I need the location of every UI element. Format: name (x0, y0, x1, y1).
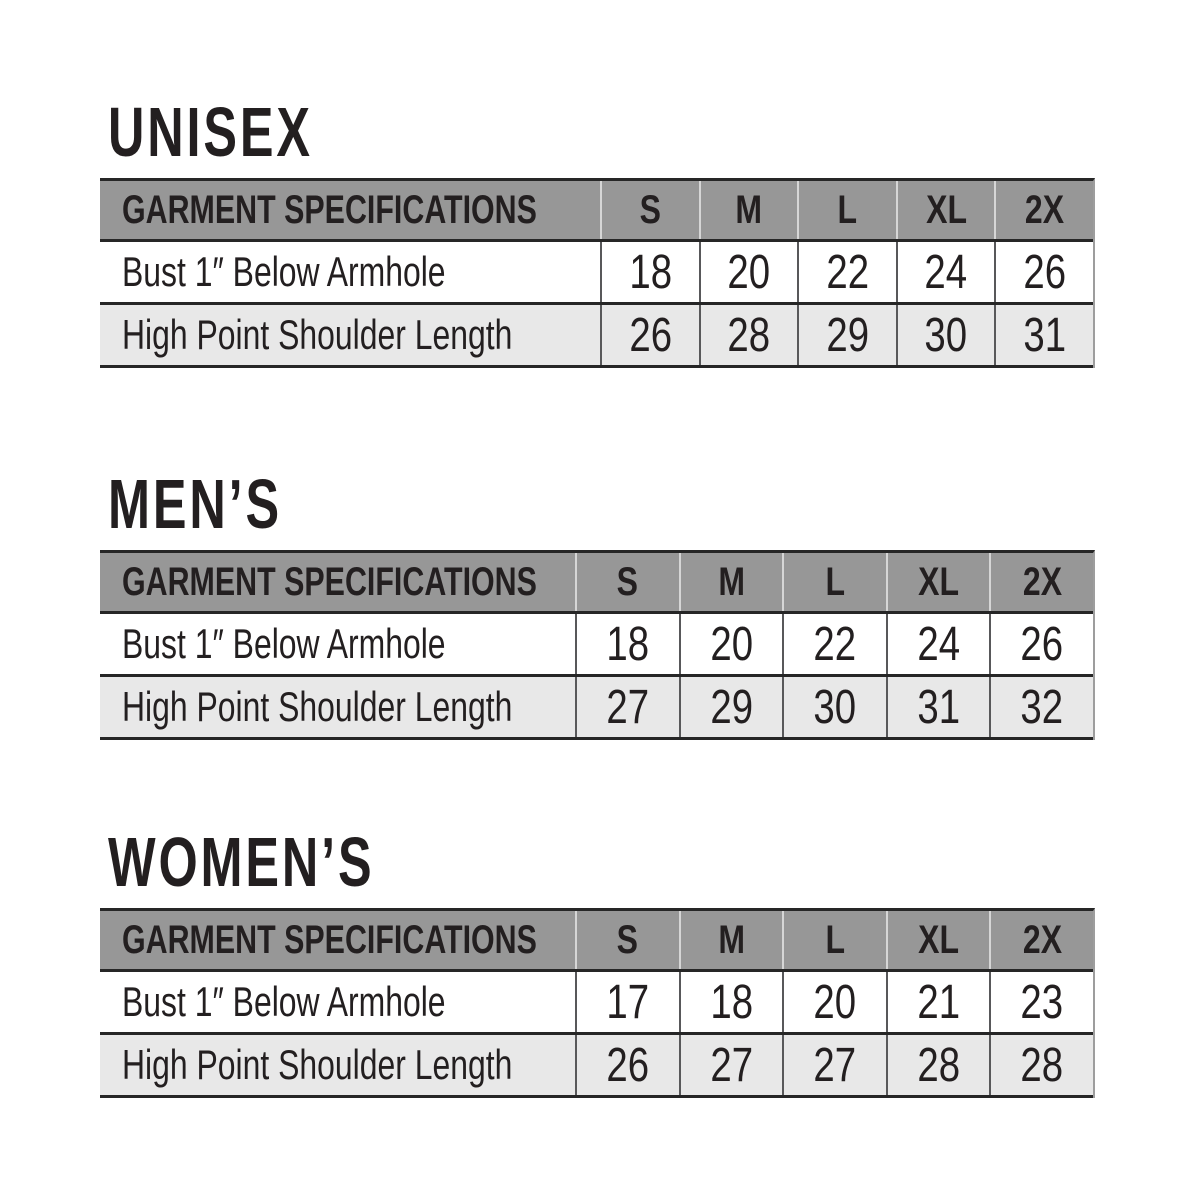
value-cell-l: 27 (782, 1035, 886, 1095)
size-column-header-s: S (575, 553, 679, 611)
size-column-header-l: L (797, 181, 896, 239)
mens-table-header-row (100, 553, 1093, 614)
size-column-header-2x: 2X (989, 911, 1093, 969)
row-label-cell (100, 305, 600, 365)
womens-title (108, 823, 1093, 901)
value-cell-xl: 28 (886, 1035, 990, 1095)
value-cell-s: 27 (575, 677, 679, 737)
value-cell-m: 28 (699, 305, 798, 365)
womens-title-text: WOMEN’S (108, 823, 375, 901)
size-column-header-l: L (782, 911, 886, 969)
value-cell-l: 22 (782, 614, 886, 674)
unisex-hps-row (100, 305, 1093, 368)
unisex-section (100, 93, 1093, 368)
value-cell-2x: 26 (994, 242, 1093, 302)
size-column-header-2x: 2X (989, 553, 1093, 611)
mens-section (100, 465, 1093, 740)
row-label: Bust 1″ Below Armhole (122, 978, 446, 1025)
size-column-header-xl: XL (886, 911, 990, 969)
row-label-cell (100, 242, 600, 302)
size-column-header-s: S (575, 911, 679, 969)
row-label: Bust 1″ Below Armhole (122, 620, 446, 667)
value-cell-m: 18 (679, 972, 783, 1032)
value-cell-2x: 32 (989, 677, 1093, 737)
womens-hps-row (100, 1035, 1093, 1098)
value-cell-s: 17 (575, 972, 679, 1032)
womens-size-table (100, 908, 1095, 1098)
value-cell-s: 26 (575, 1035, 679, 1095)
womens-table-header-row (100, 911, 1093, 972)
garment-specifications-header: GARMENT SPECIFICATIONS (122, 559, 537, 604)
size-column-header-l: L (782, 553, 886, 611)
row-label-cell (100, 1035, 575, 1095)
unisex-title (108, 93, 1093, 171)
womens-bust-row (100, 972, 1093, 1035)
value-cell-xl: 31 (886, 677, 990, 737)
value-cell-s: 26 (600, 305, 699, 365)
value-cell-l: 30 (782, 677, 886, 737)
value-cell-m: 27 (679, 1035, 783, 1095)
size-column-header-m: M (679, 553, 783, 611)
value-cell-l: 20 (782, 972, 886, 1032)
value-cell-xl: 30 (896, 305, 995, 365)
size-column-header-xl: XL (886, 553, 990, 611)
unisex-title-text: UNISEX (108, 93, 313, 171)
value-cell-2x: 26 (989, 614, 1093, 674)
value-cell-s: 18 (575, 614, 679, 674)
size-column-header-2x: 2X (994, 181, 1093, 239)
size-column-header-s: S (600, 181, 699, 239)
value-cell-xl: 21 (886, 972, 990, 1032)
value-cell-l: 22 (797, 242, 896, 302)
row-label-cell (100, 972, 575, 1032)
value-cell-xl: 24 (886, 614, 990, 674)
unisex-size-table (100, 178, 1095, 368)
value-cell-2x: 28 (989, 1035, 1093, 1095)
value-cell-2x: 31 (994, 305, 1093, 365)
value-cell-m: 20 (679, 614, 783, 674)
garment-specifications-header: GARMENT SPECIFICATIONS (122, 917, 537, 962)
value-cell-m: 29 (679, 677, 783, 737)
row-label: Bust 1″ Below Armhole (122, 248, 446, 295)
unisex-table-header-row (100, 181, 1093, 242)
unisex-bust-row (100, 242, 1093, 305)
value-cell-2x: 23 (989, 972, 1093, 1032)
mens-size-table (100, 550, 1095, 740)
size-column-header-xl: XL (896, 181, 995, 239)
row-label: High Point Shoulder Length (122, 311, 513, 358)
womens-section (100, 823, 1093, 1098)
mens-bust-row (100, 614, 1093, 677)
value-cell-xl: 24 (896, 242, 995, 302)
mens-title (108, 465, 1093, 543)
value-cell-s: 18 (600, 242, 699, 302)
garment-specifications-header: GARMENT SPECIFICATIONS (122, 187, 537, 232)
value-cell-l: 29 (797, 305, 896, 365)
row-label: High Point Shoulder Length (122, 1041, 513, 1088)
row-label: High Point Shoulder Length (122, 683, 513, 730)
value-cell-m: 20 (699, 242, 798, 302)
size-column-header-m: M (699, 181, 798, 239)
row-label-cell (100, 677, 575, 737)
row-label-cell (100, 614, 575, 674)
mens-hps-row (100, 677, 1093, 740)
size-column-header-m: M (679, 911, 783, 969)
mens-title-text: MEN’S (108, 465, 283, 543)
